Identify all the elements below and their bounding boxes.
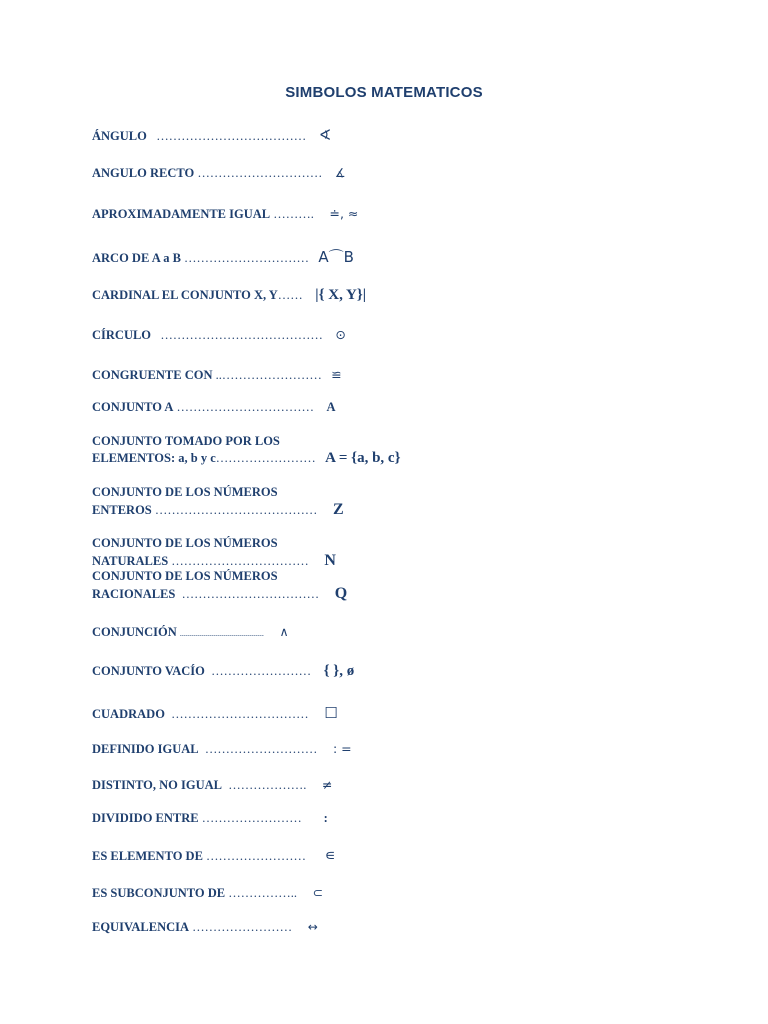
element-of-symbol: ∊ xyxy=(324,846,336,864)
entry-label: ARCO DE A a B xyxy=(92,251,181,265)
cardinality-symbol: |{ X, Y}| xyxy=(315,287,367,303)
angle-symbol: ∢ xyxy=(318,126,332,144)
entry-label: CONJUNCIÓN xyxy=(92,625,177,639)
entry-conjunto-a xyxy=(92,400,336,415)
equivalence-arrow-icon: ↔ xyxy=(307,920,318,934)
entry-congruente xyxy=(92,367,342,383)
entry-label-line2: NATURALES xyxy=(92,554,169,568)
leader-dots: …………………… xyxy=(192,920,293,934)
entry-cardinal xyxy=(92,287,366,304)
entry-dividido-entre xyxy=(92,811,328,826)
entry-label: CONJUNTO VACÍO xyxy=(92,664,205,678)
entry-label: CONJUNTO A xyxy=(92,400,174,414)
naturals-symbol: N xyxy=(324,552,336,569)
right-angle-symbol: ∡ xyxy=(334,166,346,180)
entry-label: APROXIMADAMENTE IGUAL xyxy=(92,207,271,221)
set-elements-symbol: A = {a, b, c} xyxy=(325,450,401,466)
leader-dots: ……………………… xyxy=(204,742,318,756)
entry-label: ANGULO RECTO xyxy=(92,166,195,180)
arc-symbol: A⌒B xyxy=(318,248,354,266)
entry-label: EQUIVALENCIA xyxy=(92,920,190,934)
entry-es-subconjunto xyxy=(92,885,323,901)
leader-dots: ..…………………… xyxy=(215,368,322,382)
entry-label-line2: ELEMENTOS: a, b y c xyxy=(92,451,216,465)
leader-dots: ……………………………… xyxy=(156,129,307,143)
set-a-symbol: A xyxy=(326,400,336,414)
leader-dots: …………………………… xyxy=(181,587,320,601)
square-icon: ☐ xyxy=(324,704,338,722)
subset-symbol: ⊂ xyxy=(312,885,324,900)
leader-dots: …………………………… xyxy=(171,554,309,568)
entry-conjunto-vacio xyxy=(92,663,354,680)
leader-dots: …………………… xyxy=(206,849,307,863)
approximately-equal-symbol: ≐, ≈ xyxy=(329,206,359,221)
defined-equal-symbol: : = xyxy=(333,741,352,756)
leader-dots: …………….. xyxy=(228,886,298,900)
integers-symbol: Z xyxy=(333,501,344,518)
entry-naturales xyxy=(92,535,336,570)
entry-label: ES ELEMENTO DE xyxy=(92,849,203,863)
entry-definido-igual xyxy=(92,741,352,757)
leader-dots: …… xyxy=(277,288,303,302)
entry-racionales xyxy=(92,568,347,603)
leader-dots: ………………………… xyxy=(197,166,323,180)
entry-distinto xyxy=(92,777,333,793)
leader-dots: ………. xyxy=(273,207,314,221)
entry-equivalencia xyxy=(92,920,318,935)
entry-es-elemento xyxy=(92,846,336,864)
entry-label: CUADRADO xyxy=(92,707,165,721)
leader-dots: .......................................... xyxy=(179,629,264,638)
entry-label-line2: ENTEROS xyxy=(92,503,152,517)
entry-label-line1: CONJUNTO DE LOS NÚMEROS xyxy=(92,536,278,550)
entry-conjunto-tomado xyxy=(92,433,401,467)
entry-circulo xyxy=(92,327,346,343)
division-symbol: : xyxy=(323,811,328,825)
page-title: SIMBOLOS MATEMATICOS xyxy=(285,84,483,101)
entry-angulo-recto xyxy=(92,166,346,181)
entry-label-line2: RACIONALES xyxy=(92,587,176,601)
entry-label-line1: CONJUNTO DE LOS NÚMEROS xyxy=(92,569,278,583)
leader-dots: …………………… xyxy=(215,451,316,465)
entry-conjuncion xyxy=(92,624,289,640)
leader-dots: ………………………………… xyxy=(154,503,318,517)
entry-label-line1: CONJUNTO DE LOS NÚMEROS xyxy=(92,485,278,499)
leader-dots: …………………… xyxy=(211,664,312,678)
entry-label: CÍRCULO xyxy=(92,328,152,342)
entry-enteros xyxy=(92,484,344,519)
entry-label: ES SUBCONJUNTO DE xyxy=(92,886,226,900)
entry-label-line1: CONJUNTO TOMADO POR LOS xyxy=(92,434,280,448)
congruent-symbol: ≌ xyxy=(331,367,342,382)
entry-arco xyxy=(92,246,354,267)
leader-dots: …………………………… xyxy=(171,707,309,721)
leader-dots: ………………………………… xyxy=(160,328,323,342)
not-equal-symbol: ≠ xyxy=(322,777,333,792)
entry-label: CONGRUENTE CON xyxy=(92,368,213,382)
circle-symbol: ⊙ xyxy=(335,327,346,342)
entry-angulo xyxy=(92,126,331,144)
leader-dots: ………………. xyxy=(228,778,307,792)
entry-label: ÁNGULO xyxy=(92,129,147,143)
entry-label: DIVIDIDO ENTRE xyxy=(92,811,199,825)
entry-label: CARDINAL EL CONJUNTO X, Y xyxy=(92,288,278,302)
empty-set-symbol: { }, ø xyxy=(323,663,355,679)
entry-aproximadamente-igual xyxy=(92,206,358,222)
conjunction-symbol: ∧ xyxy=(279,624,289,639)
leader-dots: …………………………… xyxy=(176,400,315,414)
leader-dots: ………………………… xyxy=(184,251,310,265)
entry-label: DEFINIDO IGUAL xyxy=(92,742,199,756)
entry-label: DISTINTO, NO IGUAL xyxy=(92,778,223,792)
leader-dots: …………………… xyxy=(201,811,302,825)
entry-cuadrado xyxy=(92,704,338,722)
rationals-symbol: Q xyxy=(334,585,348,602)
